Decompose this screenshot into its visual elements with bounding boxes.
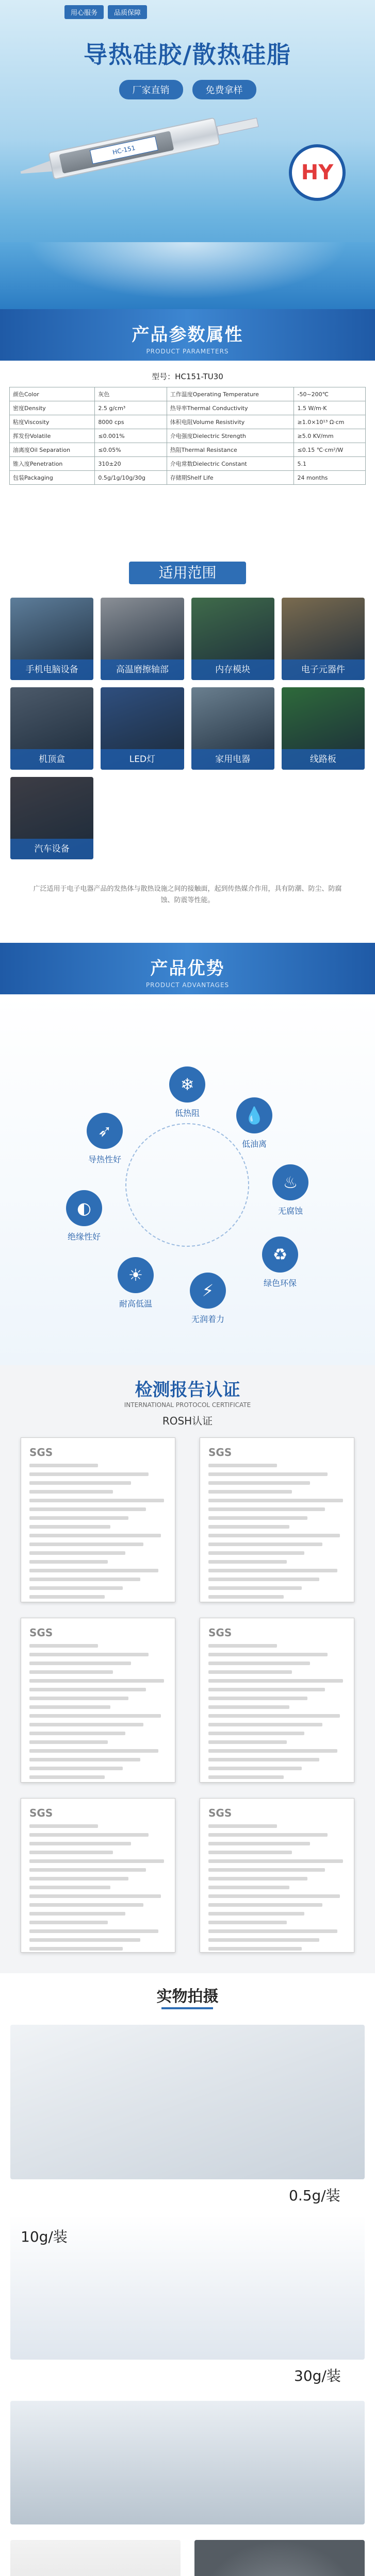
doc-line xyxy=(29,1877,128,1880)
doc-line xyxy=(29,1670,113,1674)
doc-line xyxy=(29,1740,108,1744)
doc-line xyxy=(208,1578,319,1581)
advantage-icon: ⚡ xyxy=(190,1273,226,1309)
range-title: 适用范围 xyxy=(129,562,246,584)
advantage-icon: ♻ xyxy=(262,1236,298,1273)
doc-line xyxy=(29,1516,128,1520)
advantage-item xyxy=(110,1257,161,1309)
param-name: 体积电阻Volume Resistivity xyxy=(167,415,294,429)
doc-line xyxy=(208,1653,328,1656)
range-item xyxy=(101,687,184,770)
doc-line xyxy=(208,1767,302,1770)
doc-line xyxy=(208,1560,287,1564)
doc-line xyxy=(208,1670,292,1674)
doc-line xyxy=(29,1543,143,1546)
doc-line xyxy=(29,1947,123,1951)
doc-line xyxy=(29,1851,113,1854)
doc-line xyxy=(208,1947,302,1951)
params-row xyxy=(10,401,366,415)
advantage-label: 导热性好 xyxy=(88,1155,121,1164)
range-item-label: 家用电器 xyxy=(191,749,274,770)
doc-line xyxy=(29,1551,125,1555)
doc-line xyxy=(208,1886,289,1889)
sgs-logo: SGS xyxy=(29,1446,53,1459)
doc-line xyxy=(29,1921,108,1924)
report-document xyxy=(200,1798,354,1953)
advantage-icon: 💧 xyxy=(236,1097,272,1133)
range-item-label: LED灯 xyxy=(101,749,184,770)
doc-line xyxy=(208,1723,322,1726)
param-value: ≤0.05% xyxy=(95,443,167,457)
doc-line xyxy=(208,1851,292,1854)
photos-section xyxy=(0,1973,375,2576)
doc-line xyxy=(208,1775,284,1779)
hero-title: 导热硅胶/散热硅脂 xyxy=(84,41,291,69)
report-title: 检测报告认证 xyxy=(135,1380,240,1400)
doc-line xyxy=(208,1516,307,1520)
advantage-item xyxy=(79,1113,131,1165)
doc-line xyxy=(29,1595,105,1599)
range-section xyxy=(0,551,375,943)
doc-line xyxy=(29,1938,140,1942)
doc-line xyxy=(208,1472,328,1476)
params-row xyxy=(10,443,366,457)
param-value: ≤0.15 ℃·cm²/W xyxy=(294,443,366,457)
hero-pill: 免费拿样 xyxy=(192,80,256,99)
doc-line xyxy=(208,1644,277,1648)
doc-line xyxy=(29,1679,164,1683)
advantage-item xyxy=(265,1164,316,1216)
water-splash xyxy=(0,242,375,309)
range-item xyxy=(191,598,274,680)
doc-line xyxy=(208,1903,322,1907)
doc-line xyxy=(208,1732,304,1735)
params-section xyxy=(0,361,375,551)
doc-line xyxy=(29,1705,110,1709)
params-row xyxy=(10,387,366,401)
doc-line xyxy=(208,1740,287,1744)
doc-line xyxy=(29,1775,105,1779)
doc-line xyxy=(208,1525,289,1529)
report-document xyxy=(200,1437,354,1602)
params-header xyxy=(0,309,375,361)
doc-line xyxy=(29,1859,164,1863)
report-document xyxy=(21,1798,175,1953)
range-item-label: 机顶盒 xyxy=(10,749,93,770)
section-title: 产品参数属性 xyxy=(132,325,243,345)
param-value: ≥5.0 KV/mm xyxy=(294,429,366,443)
size-label-10g: 10g/装 xyxy=(21,2228,68,2245)
doc-line xyxy=(208,1833,328,1837)
advantage-icon: ◐ xyxy=(66,1190,102,1226)
doc-line xyxy=(29,1653,149,1656)
model-number: 型号：HC151-TU30 xyxy=(152,372,223,381)
param-name: 热阻Thermal Resistance xyxy=(167,443,294,457)
param-value: 310±20 xyxy=(95,457,167,471)
param-name: 存储期Shelf Life xyxy=(167,471,294,485)
report-document xyxy=(21,1618,175,1783)
range-item xyxy=(101,598,184,680)
section-subtitle: PRODUCT ADVANTAGES xyxy=(145,981,230,989)
advantage-label: 绝缘性好 xyxy=(67,1232,101,1242)
doc-line xyxy=(29,1464,98,1467)
param-value: ≤0.001% xyxy=(95,429,167,443)
sgs-logo: SGS xyxy=(208,1446,232,1459)
doc-line xyxy=(29,1481,131,1485)
doc-line xyxy=(29,1586,123,1590)
syringe-plunger xyxy=(217,117,259,135)
advantages-section xyxy=(0,994,375,1365)
report-rohs: ROSH认证 xyxy=(162,1415,213,1427)
syringe-label: HC-151 xyxy=(90,136,158,164)
doc-line xyxy=(29,1499,164,1502)
doc-line xyxy=(29,1472,149,1476)
advantage-icon: ❄ xyxy=(169,1066,205,1103)
range-item-label: 高温磨擦轴部 xyxy=(101,659,184,680)
hero-banner xyxy=(0,0,375,309)
doc-line xyxy=(208,1481,310,1485)
doc-line xyxy=(29,1578,140,1581)
doc-line xyxy=(208,1929,337,1933)
doc-line xyxy=(29,1525,110,1529)
sgs-logo: SGS xyxy=(29,1807,53,1819)
advantage-item xyxy=(161,1066,213,1118)
doc-line xyxy=(208,1859,343,1863)
size-label-05g: 0.5g/装 xyxy=(289,2187,340,2204)
advantage-item xyxy=(182,1273,234,1325)
doc-line xyxy=(208,1490,292,1494)
report-section xyxy=(0,1365,375,1973)
doc-line xyxy=(29,1732,125,1735)
doc-line xyxy=(208,1679,343,1683)
param-value: 2.5 g/cm³ xyxy=(95,401,167,415)
range-note: 广泛适用于电子电器产品的发热体与散热设施之间的接触面，起到传热媒介作用，具有防潮、防尘、防腐蚀、防震等性能。 xyxy=(33,885,342,904)
doc-line xyxy=(208,1868,325,1872)
doc-line xyxy=(208,1551,304,1555)
report-document xyxy=(200,1618,354,1783)
doc-line xyxy=(29,1662,131,1665)
range-item-label: 内存模块 xyxy=(191,659,274,680)
param-name: 介电常数Dielectric Constant xyxy=(167,457,294,471)
advantage-label: 绿色环保 xyxy=(263,1278,297,1288)
doc-line xyxy=(208,1507,325,1511)
syringes-photo xyxy=(10,2025,365,2179)
advantage-label: 耐高低温 xyxy=(119,1299,152,1309)
param-name: 粘度Viscosity xyxy=(10,415,95,429)
param-name: 热导率Thermal Conductivity xyxy=(167,401,294,415)
doc-line xyxy=(29,1824,98,1828)
doc-line xyxy=(29,1903,143,1907)
doc-line xyxy=(29,1929,158,1933)
doc-line xyxy=(29,1560,108,1564)
doc-line xyxy=(29,1697,128,1700)
hero-pill: 厂家直销 xyxy=(119,80,183,99)
param-name: 工作温度Operating Temperature xyxy=(167,387,294,401)
param-name: 密度Density xyxy=(10,401,95,415)
range-grid xyxy=(10,598,365,859)
doc-line xyxy=(208,1688,325,1691)
advantage-label: 无润着力 xyxy=(191,1314,224,1324)
doc-line xyxy=(29,1894,161,1898)
doc-line xyxy=(208,1912,304,1916)
report-document xyxy=(21,1437,175,1602)
sgs-logo: SGS xyxy=(29,1626,53,1639)
advantage-icon: ➶ xyxy=(87,1113,123,1149)
doc-line xyxy=(29,1569,158,1572)
range-item-label: 手机电脑设备 xyxy=(10,659,93,680)
doc-line xyxy=(208,1662,310,1665)
doc-line xyxy=(208,1464,277,1467)
advantage-icon: ☀ xyxy=(118,1257,154,1293)
range-item xyxy=(282,598,365,680)
param-name: 锥入度Penetration xyxy=(10,457,95,471)
param-value: ≥1.0×10¹³ Ω·cm xyxy=(294,415,366,429)
brand-logo: HY xyxy=(289,144,346,201)
section-title: 产品优势 xyxy=(150,958,225,979)
params-row xyxy=(10,415,366,429)
advantage-label: 低热阻 xyxy=(174,1108,200,1118)
range-item-label: 电子元器件 xyxy=(282,659,365,680)
range-item-label: 线路板 xyxy=(282,749,365,770)
doc-line xyxy=(29,1534,161,1537)
param-name: 介电强度Dielectric Strength xyxy=(167,429,294,443)
doc-line xyxy=(29,1749,158,1753)
doc-line xyxy=(208,1534,340,1537)
doc-line xyxy=(208,1714,340,1718)
doc-line xyxy=(208,1543,322,1546)
doc-line xyxy=(208,1586,302,1590)
doc-line xyxy=(208,1595,284,1599)
doc-line xyxy=(208,1697,307,1700)
doc-line xyxy=(208,1938,319,1942)
range-item xyxy=(10,687,93,770)
doc-line xyxy=(208,1921,287,1924)
range-item xyxy=(282,687,365,770)
advantage-icon: ♨ xyxy=(272,1164,308,1200)
param-value: 灰色 xyxy=(95,387,167,401)
param-name: 包装Packaging xyxy=(10,471,95,485)
param-value: 8000 cps xyxy=(95,415,167,429)
color-sample-photo xyxy=(10,2540,181,2576)
advantage-label: 低油离 xyxy=(241,1139,267,1149)
doc-line xyxy=(29,1868,146,1872)
param-name: 颜色Color xyxy=(10,387,95,401)
param-value: 24 months xyxy=(294,471,366,485)
advantage-label: 无腐蚀 xyxy=(278,1206,303,1216)
syringe-closeup-photo xyxy=(10,2401,365,2524)
param-value: 5.1 xyxy=(294,457,366,471)
doc-line xyxy=(29,1833,149,1837)
range-item xyxy=(191,687,274,770)
doc-line xyxy=(29,1912,125,1916)
paste-texture-photo xyxy=(194,2540,365,2576)
doc-line xyxy=(29,1886,110,1889)
doc-line xyxy=(29,1688,146,1691)
sgs-logo: SGS xyxy=(208,1807,232,1819)
doc-line xyxy=(208,1842,310,1845)
advantage-item xyxy=(254,1236,306,1289)
doc-line xyxy=(29,1490,113,1494)
param-value: 0.5g/1g/10g/30g xyxy=(95,471,167,485)
hero-tags xyxy=(64,5,147,19)
adv-header xyxy=(0,943,375,994)
doc-line xyxy=(208,1758,319,1761)
doc-line xyxy=(29,1714,161,1718)
doc-line xyxy=(208,1499,343,1502)
params-row xyxy=(10,457,366,471)
doc-line xyxy=(29,1723,143,1726)
syringe-image xyxy=(13,90,265,206)
params-table xyxy=(9,387,366,485)
doc-line xyxy=(29,1767,123,1770)
range-item xyxy=(10,777,93,859)
doc-line xyxy=(208,1824,277,1828)
advantages-wheel xyxy=(58,1066,316,1324)
advantage-item xyxy=(229,1097,280,1149)
doc-line xyxy=(29,1842,131,1845)
params-row xyxy=(10,429,366,443)
advantage-item xyxy=(58,1190,110,1242)
param-value: 1.5 W/m·K xyxy=(294,401,366,415)
doc-line xyxy=(208,1894,340,1898)
range-item xyxy=(10,598,93,680)
sgs-logo: SGS xyxy=(208,1626,232,1639)
doc-line xyxy=(208,1569,337,1572)
doc-line xyxy=(208,1749,337,1753)
doc-line xyxy=(208,1877,307,1880)
param-name: 挥发份Volatile xyxy=(10,429,95,443)
section-subtitle: PRODUCT PARAMETERS xyxy=(146,348,229,355)
params-row xyxy=(10,471,366,485)
hero-pills xyxy=(0,80,375,99)
doc-line xyxy=(29,1507,146,1511)
param-name: 油离度Oil Separation xyxy=(10,443,95,457)
param-value: -50~200℃ xyxy=(294,387,366,401)
report-subtitle: INTERNATIONAL PROTOCOL CERTIFICATE xyxy=(124,1401,251,1409)
range-item-label: 汽车设备 xyxy=(10,839,93,859)
size-label-30g: 30g/装 xyxy=(294,2367,341,2384)
syringe-tip xyxy=(20,160,54,178)
hero-tag: 品质保障 xyxy=(108,5,147,19)
photos-title: 实物拍摄 xyxy=(156,1988,219,2006)
title-underline xyxy=(161,2007,213,2009)
doc-line xyxy=(208,1705,289,1709)
doc-line xyxy=(29,1644,98,1648)
hero-tag: 用心服务 xyxy=(64,5,104,19)
doc-line xyxy=(29,1758,140,1761)
